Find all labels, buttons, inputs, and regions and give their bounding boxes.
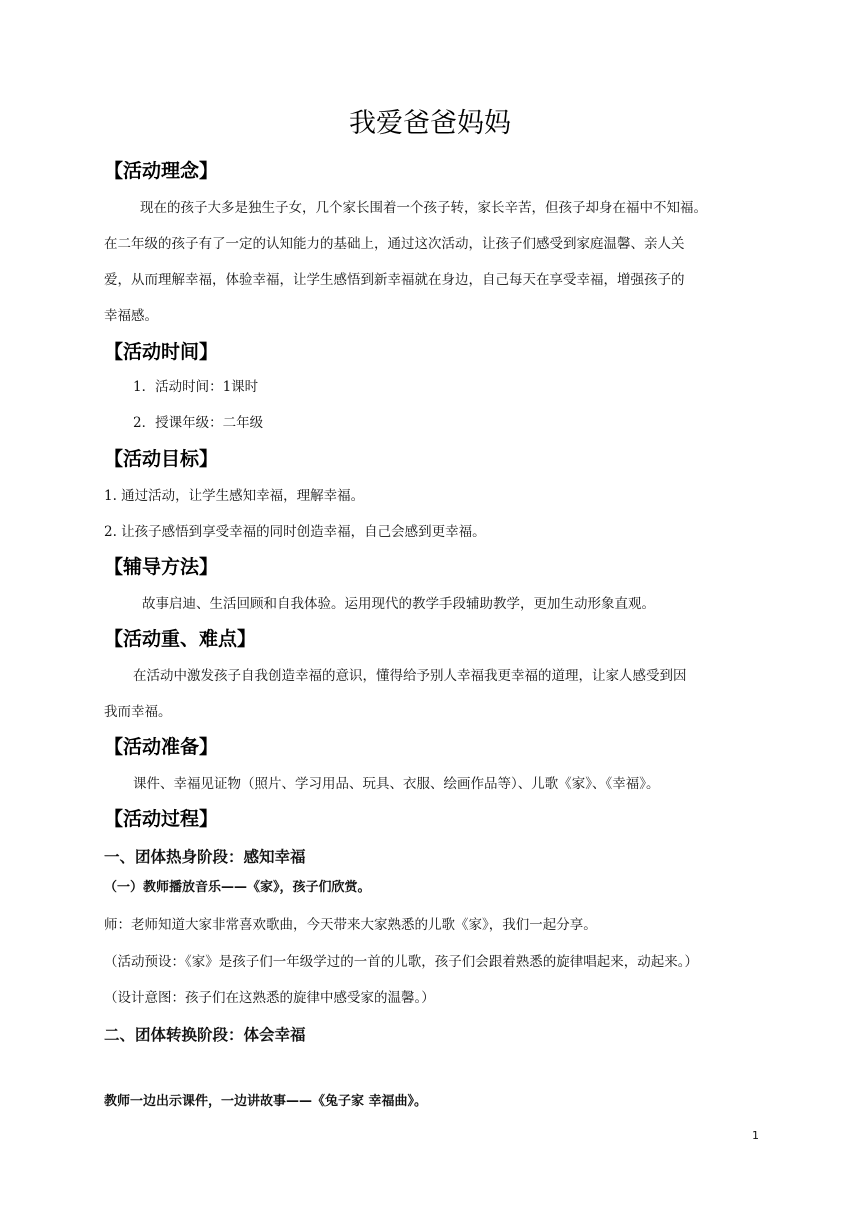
concept-line-4: 幸福感。 bbox=[104, 308, 158, 324]
stage-2-heading: 二、团体转换阶段：体会幸福 bbox=[104, 1026, 306, 1044]
time-item-1: 1．活动时间：1课时 bbox=[133, 379, 259, 395]
stage-1-subheading: （一）教师播放音乐——《家》，孩子们欣赏。 bbox=[104, 880, 371, 895]
page-number: 1 bbox=[752, 1129, 759, 1142]
story-line: 教师一边出示课件，一边讲故事——《兔子家 幸福曲》。 bbox=[104, 1094, 428, 1109]
process-line-1: 师：老师知道大家非常喜欢歌曲，今天带来大家熟悉的儿歌《家》，我们一起分享。 bbox=[104, 917, 597, 933]
section-heading-concept: 【活动理念】 bbox=[104, 160, 219, 182]
keypoints-line-1: 在活动中激发孩子自我创造幸福的意识，懂得给予别人幸福我更幸福的道理，让家人感受到因 bbox=[133, 668, 687, 684]
section-heading-time: 【活动时间】 bbox=[104, 341, 219, 363]
method-text: 故事启迪、生活回顾和自我体验。运用现代的教学手段辅助教学，更加生动形象直观。 bbox=[142, 596, 655, 612]
concept-line-1: 现在的孩子大多是独生子女，几个家长围着一个孩子转，家长辛苦，但孩子却身在福中不知福。 bbox=[140, 200, 707, 216]
time-item-2: 2．授课年级：二年级 bbox=[133, 415, 264, 431]
process-line-3: （设计意图：孩子们在这熟悉的旋律中感受家的温馨。） bbox=[104, 990, 435, 1006]
process-line-2: （活动预设：《家》是孩子们一年级学过的一首的儿歌，孩子们会跟着熟悉的旋律唱起来，动起来。） bbox=[104, 954, 698, 970]
section-heading-keypoints: 【活动重、难点】 bbox=[104, 628, 257, 650]
stage-1-heading: 一、团体热身阶段：感知幸福 bbox=[104, 848, 306, 866]
document-title: 我爱爸爸妈妈 bbox=[349, 108, 511, 139]
goal-item-1: 1. 通过活动，让学生感知幸福，理解幸福。 bbox=[104, 488, 365, 504]
section-heading-goals: 【活动目标】 bbox=[104, 448, 219, 470]
section-heading-prep: 【活动准备】 bbox=[104, 736, 219, 758]
prep-text: 课件、幸福见证物（照片、学习用品、玩具、衣服、绘画作品等）、儿歌《家》、《幸福》。 bbox=[133, 776, 660, 792]
goal-item-2: 2. 让孩子感悟到享受幸福的同时创造幸福，自己会感到更幸福。 bbox=[104, 524, 486, 540]
concept-line-2: 在二年级的孩子有了一定的认知能力的基础上，通过这次活动，让孩子们感受到家庭温馨、亲人关 bbox=[104, 236, 685, 252]
section-heading-process: 【活动过程】 bbox=[104, 808, 219, 830]
keypoints-line-2: 我而幸福。 bbox=[104, 704, 172, 720]
section-heading-method: 【辅导方法】 bbox=[104, 556, 219, 578]
concept-line-3: 爱，从而理解幸福，体验幸福，让学生感悟到新幸福就在身边，自己每天在享受幸福，增强孩子的 bbox=[104, 272, 685, 288]
